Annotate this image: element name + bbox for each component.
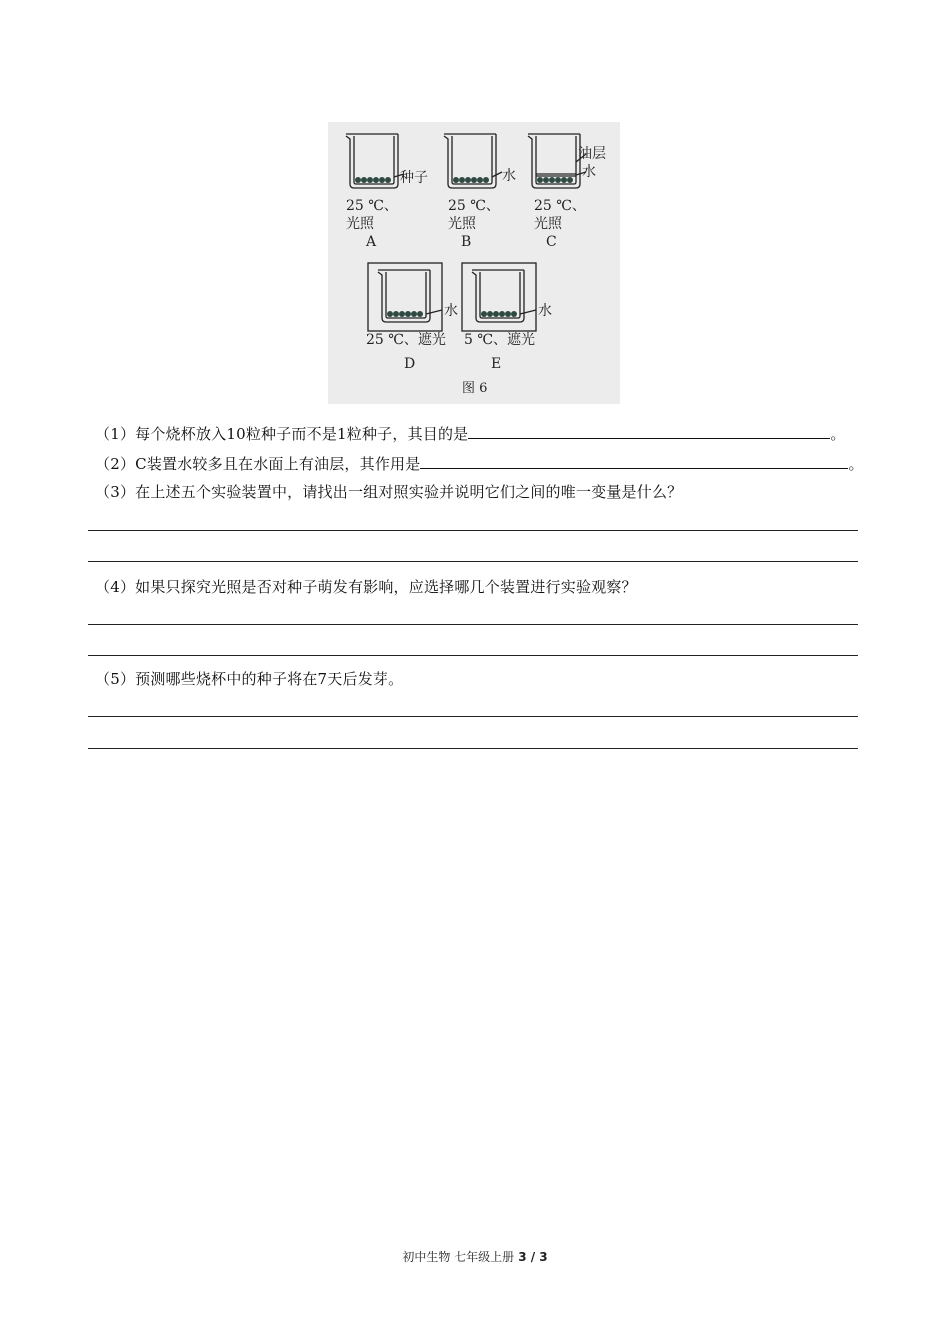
label-d-letter: D [404,356,416,372]
label-e-letter: E [491,356,502,372]
question-4-text: （4）如果只探究光照是否对种子萌发有影响，应选择哪几个装置进行实验观察？ [95,578,637,596]
label-c-side: 水 [582,164,596,180]
question-3-text: （3）在上述五个实验装置中，请找出一组对照实验并说明它们之间的唯一变量是什么？ [95,483,683,501]
question-4 [95,577,637,597]
label-c-letter: C [546,234,557,250]
figure-caption: 图 6 [462,381,488,396]
footer-subject: 初中生物 七年级上册 [402,1250,515,1264]
question-2 [95,452,864,474]
question-5-text: （5）预测哪些烧杯中的种子将在7天后发芽。 [95,670,404,688]
label-d-cond: 25 ℃、遮光 [366,332,446,348]
question-1-text: （1）每个烧杯放入10粒种子而不是1粒种子，其目的是 [95,425,469,443]
beaker-diagram [328,122,620,404]
question-5 [95,669,403,689]
label-a-light: 光照 [346,216,374,232]
page-footer [0,1248,950,1265]
label-c-temp: 25 ℃、 [534,198,586,214]
experiment-figure [328,122,620,404]
answer-line-4b[interactable] [88,655,858,656]
question-3 [95,482,682,502]
label-b-temp: 25 ℃、 [448,198,500,214]
question-1 [95,422,846,444]
label-e-side: 水 [538,303,552,319]
answer-blank-1[interactable] [468,422,830,439]
answer-line-5a[interactable] [88,716,858,717]
question-2-text: （2）C装置水较多且在水面上有油层，其作用是 [95,455,421,473]
footer-page-number: 3 / 3 [518,1250,548,1264]
label-a-letter: A [366,234,377,250]
label-e-cond: 5 ℃、遮光 [464,332,536,348]
beaker-e [462,263,536,331]
answer-line-5b[interactable] [88,748,858,749]
label-c-oil: 油层 [578,146,606,162]
label-a-side: 种子 [400,170,428,186]
label-b-light: 光照 [448,216,476,232]
label-b-letter: B [461,234,472,250]
label-b-side: 水 [502,168,516,184]
answer-blank-2[interactable] [420,452,848,469]
label-a-temp: 25 ℃、 [346,198,398,214]
label-c-light: 光照 [534,216,562,232]
beaker-d [368,263,442,331]
question-1-end: 。 [830,425,846,443]
answer-line-4a[interactable] [88,624,858,625]
answer-line-3b[interactable] [88,561,858,562]
question-2-end: 。 [848,455,864,473]
label-d-side: 水 [444,303,458,319]
answer-line-3a[interactable] [88,530,858,531]
